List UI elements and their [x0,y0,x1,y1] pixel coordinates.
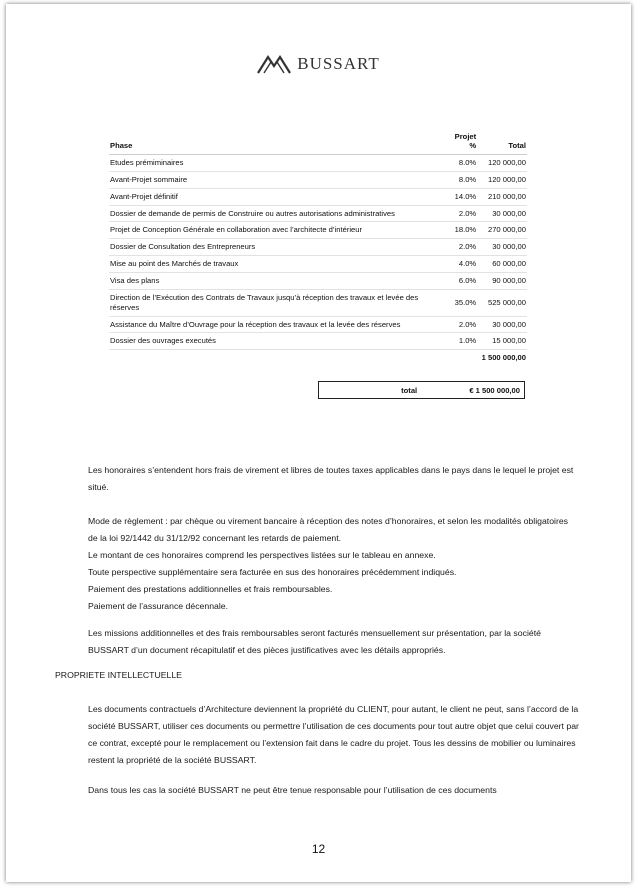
cell-pct: 8.0% [445,171,477,188]
total-value: € 1 500 000,00 [469,385,520,395]
cell-phase: Assistance du Maître d’Ouvrage pour la réception des travaux et la levée des réserves [109,316,445,333]
table-row [109,333,527,350]
cell-sum: 1 500 000,00 [481,353,526,363]
table-row [109,239,527,256]
fees-table [109,130,527,366]
cell-total: 525 000,00 [477,289,527,316]
cell-total: 120 000,00 [477,155,527,172]
cell-phase: Dossier des ouvrages executés [109,333,445,350]
table-row [109,256,527,273]
table-sum-row [109,350,527,366]
table-header-row [109,130,527,155]
header-total: Total [477,130,527,155]
paragraph-line: Mode de règlement : par chèque ou virement bancaire à réception des notes d’honoraires, et selon les modalités obligatoires de la loi 92/1442 du 31/12/92 concernant les retards de paiement. [88,516,569,543]
paragraph-text: Les documents contractuels d’Architecture deviennent la propriété du CLIENT, pour autant, le client ne peut, sans l’accord de la société BUSSART, utiliser ces documents ou permettre l’utilisation de ces documents pour tout autre objet que celui couvert par ce contrat, excepté pour le remplacement ou l’extension fait dans le cadre du projet. Tous les dessins de mobilier ou luminaires restent la propriété de la société BUSSART. [88,704,579,765]
company-logo [6,54,631,74]
cell-phase: Dossier de demande de permis de Construire ou autres autorisations administratives [109,205,445,222]
table-row [109,273,527,290]
cell-phase: Mise au point des Marchés de travaux [109,256,445,273]
paragraph-line: Toute perspective supplémentaire sera facturée en sus des honoraires précédemment indiqués. [88,567,457,577]
document-page [6,4,631,882]
cell-pct: 6.0% [445,273,477,290]
paragraph-line: Le montant de ces honoraires comprend les perspectives listées sur le tableau en annexe. [88,550,436,560]
paragraph-line: Paiement de l’assurance décennale. [88,601,229,611]
cell-empty [445,350,477,366]
paragraph-liability [88,782,580,799]
cell-total: 90 000,00 [477,273,527,290]
cell-total: 210 000,00 [477,188,527,205]
paragraph-text: Les honoraires s’entendent hors frais de virement et libres de toutes taxes applicables dans le pays dans le lequel le projet est situé. [88,465,574,492]
table-row [109,188,527,205]
cell-pct: 2.0% [445,239,477,256]
cell-pct: 2.0% [445,205,477,222]
paragraph-text: Les missions additionnelles et des frais remboursables seront facturés mensuellement sur présentation, par la société BUSSART d’un document récapitulatif et des pièces justificatives avec les détails appropriés. [88,628,541,655]
cell-total: 270 000,00 [477,222,527,239]
cell-phase: Direction de l’Exécution des Contrats de Travaux jusqu’à réception des travaux et levée des réserves [109,289,445,316]
paragraph-fees-terms [88,462,580,496]
paragraph-payment [88,513,580,615]
paragraph-text: Dans tous les cas la société BUSSART ne peut être tenue responsable pour l’utilisation de ces documents [88,785,497,795]
cell-pct: 2.0% [445,316,477,333]
cell-phase: Etudes prémiminaires [109,155,445,172]
cell-total: 15 000,00 [477,333,527,350]
table-row [109,155,527,172]
header-pct: Projet % [445,130,477,155]
cell-pct: 4.0% [445,256,477,273]
header-phase: Phase [109,130,445,155]
cell-pct: 18.0% [445,222,477,239]
table-row [109,289,527,316]
table-row [109,205,527,222]
total-box [318,381,525,399]
cell-total: 60 000,00 [477,256,527,273]
table-row [109,222,527,239]
cell-total: 120 000,00 [477,171,527,188]
cell-phase: Visa des plans [109,273,445,290]
paragraph-additional-missions [88,625,580,659]
paragraph-intellectual-property [88,701,580,769]
cell-total: 30 000,00 [477,205,527,222]
cell-total: 30 000,00 [477,239,527,256]
section-heading: PROPRIETE INTELLECTUELLE [55,670,182,680]
cell-phase: Dossier de Consultation des Entrepreneurs [109,239,445,256]
cell-phase: Avant-Projet sommaire [109,171,445,188]
cell-pct: 14.0% [445,188,477,205]
cell-pct: 8.0% [445,155,477,172]
paragraph-line: Paiement des prestations additionnelles et frais remboursables. [88,584,333,594]
cell-pct: 1.0% [445,333,477,350]
cell-empty [109,350,445,366]
cell-pct: 35.0% [445,289,477,316]
cell-total: 30 000,00 [477,316,527,333]
page-number: 12 [311,842,326,856]
table-row [109,316,527,333]
logo-text: BUSSART [297,54,380,73]
cell-phase: Projet de Conception Générale en collaboration avec l’architecte d’intérieur [109,222,445,239]
table-row [109,171,527,188]
logo-mark-icon [257,54,291,74]
total-label: total [401,385,418,395]
cell-phase: Avant-Projet définitif [109,188,445,205]
